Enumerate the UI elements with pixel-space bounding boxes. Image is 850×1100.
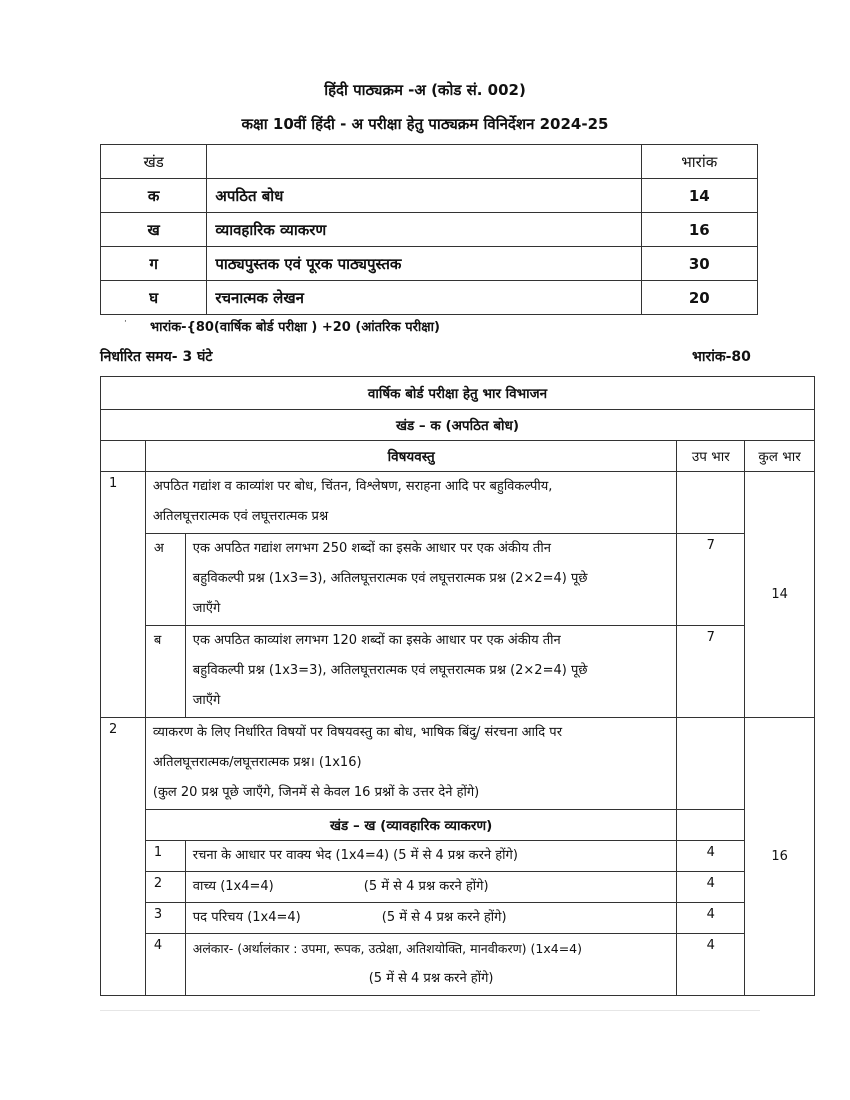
sub-item-line: एक अपठित काव्यांश लगभग 120 शब्दों का इसके आधार पर एक अंकीय तीन <box>192 633 561 648</box>
item-marks: 4 <box>677 903 745 934</box>
item-number: 2 <box>145 872 185 903</box>
cell-marks: 20 <box>641 281 758 315</box>
col-header-blank <box>207 145 641 179</box>
col-header-bharank: भारांक <box>641 145 758 179</box>
col-header-sub-marks: उप भार <box>677 441 745 472</box>
sub-item-label: अ <box>145 534 185 626</box>
table-caption: वार्षिक बोर्ड परीक्षा हेतु भार विभाजन <box>101 377 815 410</box>
item-number: 4 <box>145 934 185 996</box>
col-header-total-marks: कुल भार <box>745 441 815 472</box>
item-text-note: (5 में से 4 प्रश्न करने होंगे) <box>363 879 489 894</box>
cell-topic: अपठित बोध <box>207 179 641 213</box>
cell-marks: 30 <box>641 247 758 281</box>
col-header-khand: खंड <box>101 145 207 179</box>
question-number: 1 <box>101 472 146 718</box>
item-text-main: वाच्य (1x4=4) <box>192 879 274 894</box>
table-row <box>101 213 758 247</box>
table-row <box>101 179 758 213</box>
sub-item-text <box>185 534 677 626</box>
blank-cell <box>101 441 146 472</box>
sub-item-line: एक अपठित गद्यांश लगभग 250 शब्दों का इसके आधार पर एक अंकीय तीन <box>192 541 551 556</box>
total-marks: 16 <box>745 718 815 996</box>
question-text-line: अतिलघूत्तरात्मक/लघूत्तरात्मक प्रश्न। (1x16) <box>152 755 362 770</box>
summary-table <box>100 144 758 315</box>
item-text-note: (5 में से 4 प्रश्न करने होंगे) <box>381 910 507 925</box>
sub-item-label: ब <box>145 626 185 718</box>
cell-khand: ख <box>101 213 207 247</box>
question-text <box>145 472 677 534</box>
question-text-line: अतिलघूत्तरात्मक एवं लघूत्तरात्मक प्रश्न <box>152 509 329 524</box>
weightage-table <box>100 376 815 996</box>
sub-item-line: जाएँगे <box>192 601 221 616</box>
item-text <box>185 903 677 934</box>
item-marks: 4 <box>677 934 745 996</box>
sub-marks <box>677 810 745 841</box>
sub-item-text <box>185 626 677 718</box>
sub-item-line: बहुविकल्पी प्रश्न (1x3=3), अतिलघूत्तरात्मक एवं लघूत्तरात्मक प्रश्न (2×2=4) पूछे <box>192 571 588 586</box>
cell-khand: ग <box>101 247 207 281</box>
total-marks: 14 <box>745 472 815 718</box>
cell-topic: पाठ्यपुस्तक एवं पूरक पाठ्यपुस्तक <box>207 247 641 281</box>
item-text-note: (5 में से 4 प्रश्न करने होंगे) <box>368 971 494 986</box>
cell-marks: 14 <box>641 179 758 213</box>
table-row <box>101 281 758 315</box>
item-number: 3 <box>145 903 185 934</box>
sub-item-line: जाएँगे <box>192 693 221 708</box>
question-number: 2 <box>101 718 146 996</box>
question-text-line: (कुल 20 प्रश्न पूछे जाएँगे, जिनमें से केवल 16 प्रश्नों के उत्तर देने होंगे) <box>152 785 480 800</box>
sub-item-line: बहुविकल्पी प्रश्न (1x3=3), अतिलघूत्तरात्मक एवं लघूत्तरात्मक प्रश्न (2×2=4) पूछे <box>192 663 588 678</box>
table-row <box>101 145 758 179</box>
item-text-main: पद परिचय (1x4=4) <box>192 910 301 925</box>
max-marks: भारांक-80 <box>692 349 751 365</box>
sub-marks <box>677 472 745 534</box>
bullet: · <box>124 317 127 327</box>
question-text-line: व्याकरण के लिए निर्धारित विषयों पर विषयवस्तु का बोध, भाषिक बिंदु/ संरचना आदि पर <box>152 725 563 740</box>
table-row <box>101 247 758 281</box>
sub-marks: 7 <box>677 626 745 718</box>
page-divider <box>100 1010 760 1011</box>
question-text-line: अपठित गद्यांश व काव्यांश पर बोध, चिंतन, विश्लेषण, सराहना आदि पर बहुविकल्पीय, <box>152 479 553 494</box>
page-subtitle: कक्षा 10वीं हिंदी - अ परीक्षा हेतु पाठ्यक्रम विनिर्देशन 2024-25 <box>241 115 609 133</box>
page-title: हिंदी पाठ्यक्रम -अ (कोड सं. 002) <box>324 81 526 99</box>
item-text <box>185 872 677 903</box>
item-number: 1 <box>145 841 185 872</box>
cell-khand: घ <box>101 281 207 315</box>
item-text: रचना के आधार पर वाक्य भेद (1x4=4) (5 में से 4 प्रश्न करने होंगे) <box>185 841 677 872</box>
item-text-main: अलंकार- (अर्थालंकार : उपमा, रूपक, उत्प्रेक्षा, अतिशयोक्ति, मानवीकरण) (1x4=4) <box>192 941 583 956</box>
time-allowed: निर्धारित समय- 3 घंटे <box>100 349 213 365</box>
cell-topic: रचनात्मक लेखन <box>207 281 641 315</box>
section-heading: खंड – ख (व्यावहारिक व्याकरण) <box>145 810 677 841</box>
sub-marks <box>677 718 745 810</box>
sub-marks: 7 <box>677 534 745 626</box>
cell-topic: व्यावहारिक व्याकरण <box>207 213 641 247</box>
cell-khand: क <box>101 179 207 213</box>
cell-marks: 16 <box>641 213 758 247</box>
section-heading: खंड – क (अपठित बोध) <box>101 410 815 441</box>
item-marks: 4 <box>677 841 745 872</box>
item-marks: 4 <box>677 872 745 903</box>
marks-note: भारांक-{80(वार्षिक बोर्ड परीक्षा ) +20 (आंतरिक परीक्षा) <box>150 320 440 335</box>
item-text <box>185 934 677 996</box>
col-header-content: विषयवस्तु <box>145 441 677 472</box>
question-text <box>145 718 677 810</box>
